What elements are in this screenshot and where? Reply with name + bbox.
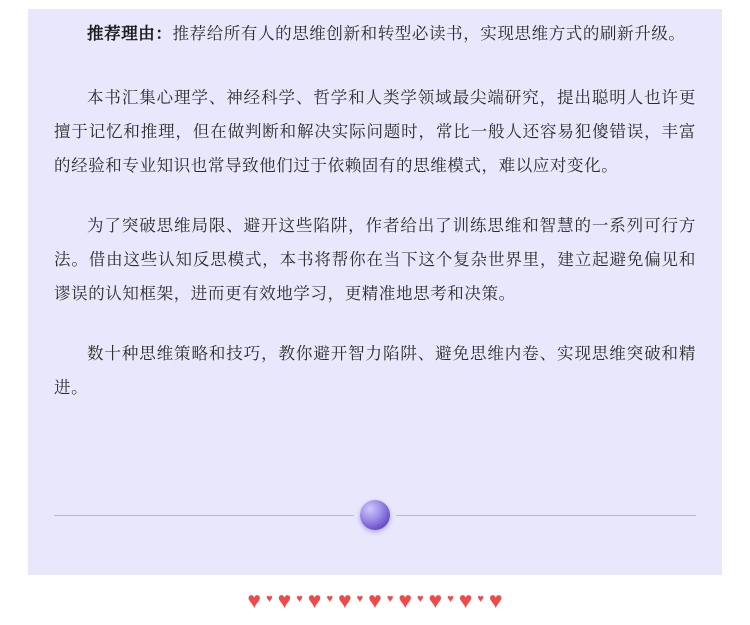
heart-icon: ♥ — [356, 592, 364, 605]
card-top-spacer — [28, 0, 722, 9]
heart-icon: ♥ — [458, 586, 473, 613]
heart-icon: ♥ — [398, 586, 413, 613]
heart-icon: ♥ — [337, 586, 352, 613]
heart-icon: ♥ — [266, 592, 273, 605]
heart-icon: ♥ — [326, 592, 333, 605]
heart-icon: ♥ — [247, 586, 262, 613]
heart-icon: ♥ — [277, 586, 292, 613]
heart-icon: ♥ — [296, 592, 303, 605]
paragraph-text: 为了突破思维局限、避开这些陷阱，作者给出了训练思维和智慧的一系列可行方法。借由这些认知反思模式，本书将帮你在当下这个复杂世界里，建立起避免偏见和谬误的认知框架，进而更有效地学习，更精准地思考和决策。 — [54, 216, 696, 303]
article-card — [28, 0, 722, 575]
paragraph-methods — [54, 209, 696, 311]
paragraph-text: 推荐给所有人的思维创新和转型必读书，实现思维方式的刷新升级。 — [172, 24, 686, 43]
article-body — [28, 9, 722, 405]
divider-line-right — [396, 515, 696, 516]
recommendation-label: 推荐理由： — [87, 24, 173, 43]
left-margin-rail — [0, 0, 28, 575]
paragraph-text: 本书汇集心理学、神经科学、哲学和人类学领域最尖端研究，提出聪明人也许更擅于记忆和推理，但在做判断和解决实际问题时，常比一般人还容易犯傻错误，丰富的经验和专业知识也常导致他们过于依赖固有的思维模式，难以应对变化。 — [54, 88, 696, 175]
heart-icon: ♥ — [428, 586, 443, 613]
divider-line-left — [54, 515, 354, 516]
right-margin-rail — [722, 0, 750, 575]
paragraph-research-summary — [54, 81, 696, 183]
heart-icon: ♥ — [477, 592, 484, 605]
purple-sphere-icon — [360, 500, 390, 530]
heart-icon: ♥ — [307, 586, 322, 613]
heart-icon: ♥ — [488, 586, 503, 613]
footer-decoration — [0, 575, 750, 625]
paragraph-strategies — [54, 337, 696, 405]
heart-icon: ♥ — [368, 586, 382, 613]
paragraph-recommendation-reason — [54, 17, 696, 51]
heart-icon: ♥ — [447, 592, 454, 605]
paragraph-text: 数十种思维策略和技巧，教你避开智力陷阱、避免思维内卷、实现思维突破和精进。 — [54, 344, 696, 397]
heart-icon: ♥ — [386, 592, 394, 605]
heart-divider — [0, 575, 750, 625]
heart-icon: ♥ — [417, 592, 424, 605]
section-divider — [28, 494, 722, 538]
